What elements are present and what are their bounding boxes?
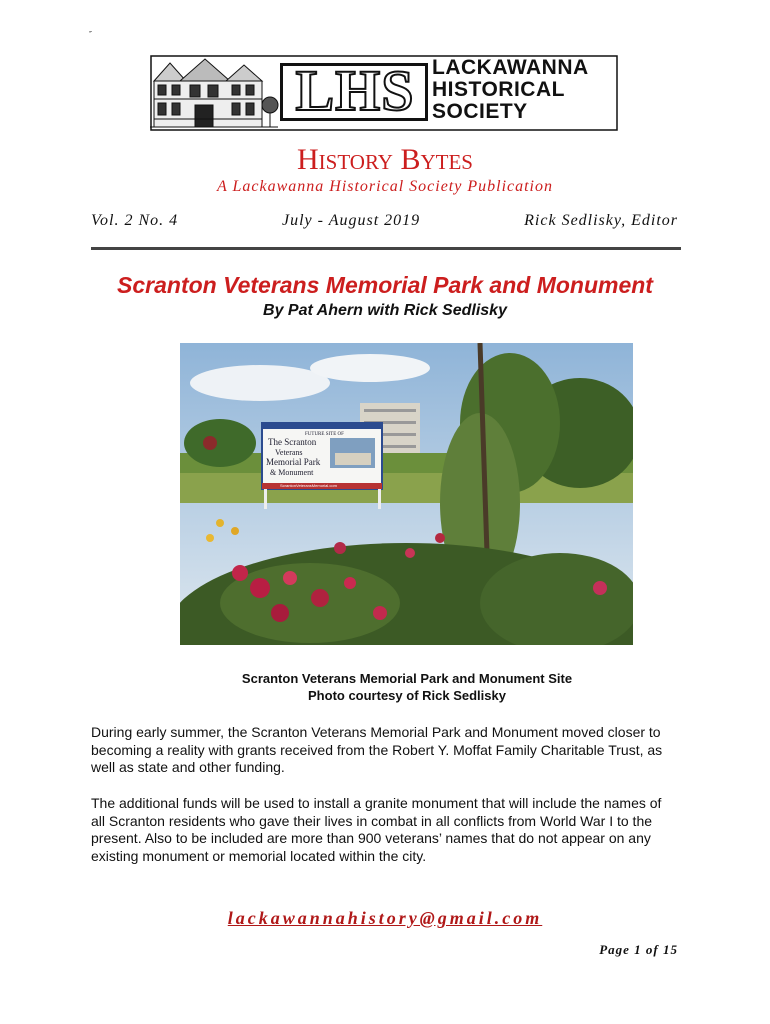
photo-scene (180, 343, 633, 645)
newsletter-subtitle: A Lackawanna Historical Society Publication (217, 178, 553, 195)
article-paragraph-2: The additional funds will be used to install a granite monument that will include the names of all Scranton residents who gave their lives in combat in all conflicts from World War I to the present. Also to be included are more than 900 veterans’ names that do not appear on any existing monument or memorial located within the city. (91, 795, 662, 864)
sign-text-line5: & Monument (270, 468, 314, 477)
society-name-line1: LACKAWANNA (432, 56, 589, 79)
society-name (432, 57, 589, 123)
header-divider (91, 247, 681, 250)
lhs-letters: LHS (295, 58, 415, 123)
page-number: Page 1 of 15 (599, 942, 678, 957)
volume-number: Vol. 2 No. 4 (91, 212, 179, 229)
corner-mark: ″ (89, 30, 92, 39)
sign-text-line4: Memorial Park (266, 457, 321, 467)
sign-text-line2: The Scranton (268, 437, 317, 447)
society-name-line2: HISTORICAL (432, 78, 565, 101)
society-name-line3: SOCIETY (432, 100, 528, 123)
contact-email-link[interactable]: lackawannahistory@gmail.com (227, 908, 543, 928)
sign-text-line1: FUTURE SITE OF (305, 432, 344, 437)
memorial-site-photo (180, 343, 633, 645)
sign-text-line3: Veterans (275, 448, 303, 457)
photo-caption-line1: Scranton Veterans Memorial Park and Monument Site (241, 671, 573, 686)
article-paragraph-1: During early summer, the Scranton Veterans Memorial Park and Monument moved closer to becoming a reality with grants received from the Robert Y. Moffat Family Charitable Trust, as well as state and other funding. (91, 724, 663, 775)
sign-text-url: ScrantonVeteransMemorial.com (280, 483, 337, 488)
issue-date: July - August 2019 (282, 212, 421, 229)
article-byline: By Pat Ahern with Rick Sedlisky (263, 302, 507, 319)
photo-caption-line2: Photo courtesy of Rick Sedlisky (308, 688, 506, 703)
society-logo (150, 55, 618, 131)
newsletter-title: History Bytes (297, 143, 473, 176)
photo-caption (0, 670, 770, 704)
article-headline: Scranton Veterans Memorial Park and Monument (117, 272, 653, 298)
editor-credit: Rick Sedlisky, Editor (524, 212, 678, 229)
